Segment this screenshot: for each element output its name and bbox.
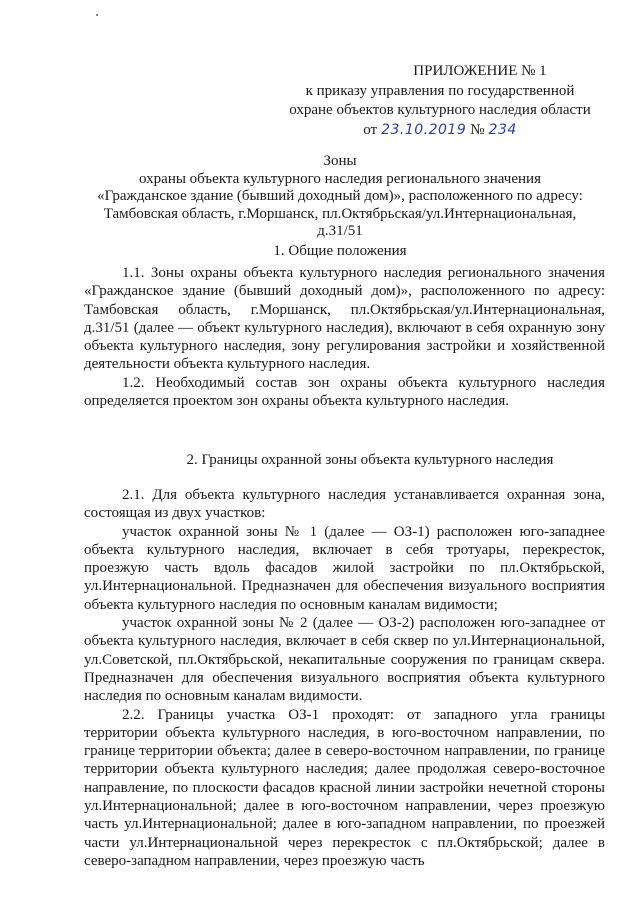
title-line-2: охраны объекта культурного наследия регионального значения bbox=[139, 170, 541, 187]
appendix-line-1: к приказу управления по государственной bbox=[305, 82, 575, 99]
section-1-heading: 1. Общие положения bbox=[273, 243, 407, 259]
title-line-4: Тамбовская область, г.Моршанск, пл.Октябрьская/ул.Интернациональная, bbox=[103, 205, 577, 222]
appendix-date-row bbox=[270, 121, 610, 141]
paragraph-1-1: 1.1. Зоны охраны объекта культурного наследия регионального значения «Гражданское здание (бывший доходный дом)», расположенного по адресу: Тамбовская область, г.Моршанск, пл.Октябрьская/ул.Интернациональная, д.31/51 (далее — объект культурного наследия), включают в себя охранную зону объекта культурного наследия, зону регулирования застройки и хозяйственной деятельности объекта культурного наследия. bbox=[84, 265, 605, 373]
title-line-5: д.31/51 bbox=[317, 223, 363, 239]
document-title-block bbox=[90, 153, 590, 241]
paragraph-1-2: 1.2. Необходимый состав зон охраны объекта культурного наследия определяется проектом зон охраны объекта культурного наследия. bbox=[84, 374, 605, 410]
number-prefix: № bbox=[470, 121, 485, 138]
appendix-title: ПРИЛОЖЕНИЕ № 1 bbox=[413, 63, 547, 79]
handwritten-date: 23.10.2019 bbox=[381, 121, 467, 138]
paragraph-oz2: участок охранной зоны № 2 (далее — ОЗ-2) расположен юго-западнее от объекта культурного наследия, включает в себя сквер по ул.Интернациональной, ул.Советской, пл.Октябрьской, некапитальные сооружения по границам сквера. Предназначен для обеспечения визуального восприятия объекта культурного наследия по основным каналам видимости. bbox=[84, 615, 605, 705]
paragraph-2-2: 2.2. Границы участка ОЗ-1 проходят: от западного угла границы территории объекта культурного наследия, в юго-восточном направлении, по границе территории объекта; далее в северо-восточном направлении, по границе территории объекта культурного наследия; далее продолжая северо-восточное направление, по плоскости фасадов красной линии застройки нечетной стороны ул.Интернациональной; далее в юго-восточном направлении, через проезжую часть ул.Интернациональной; далее в юго-западном направлении, по проезжей части ул.Интернациональной через перекресток с пл.Октябрьской; далее в северо-западном направлении, через проезжую часть bbox=[84, 706, 605, 869]
date-prefix: от bbox=[363, 121, 378, 138]
section-2-body bbox=[84, 486, 605, 870]
section-2-heading: 2. Границы охранной зоны объекта культурного наследия bbox=[186, 452, 554, 468]
title-line-3: «Гражданское здание (бывший доходный дом)», расположенного по адресу: bbox=[97, 188, 583, 204]
appendix-line-2: охране объектов культурного наследия области bbox=[289, 102, 591, 118]
paragraph-2-1: 2.1. Для объекта культурного наследия устанавливается охранная зона, состоящая из двух участков: bbox=[84, 487, 605, 522]
appendix-header bbox=[270, 62, 610, 140]
paragraph-oz1: участок охранной зоны № 1 (далее — ОЗ-1) расположен юго-западнее объекта культурного наследия, включает в себя тротуары, перекресток, проезжую часть вдоль фасадов жилой застройки по пл.Октябрьской, ул.Интернациональной. Предназначен для обеспечения визуального восприятия объекта культурного наследия по основным каналам видимости; bbox=[84, 523, 605, 613]
title-line-1: Зоны bbox=[323, 153, 357, 169]
section-1-body bbox=[84, 264, 605, 410]
handwritten-number: 234 bbox=[488, 121, 517, 138]
scan-speck bbox=[96, 14, 98, 16]
